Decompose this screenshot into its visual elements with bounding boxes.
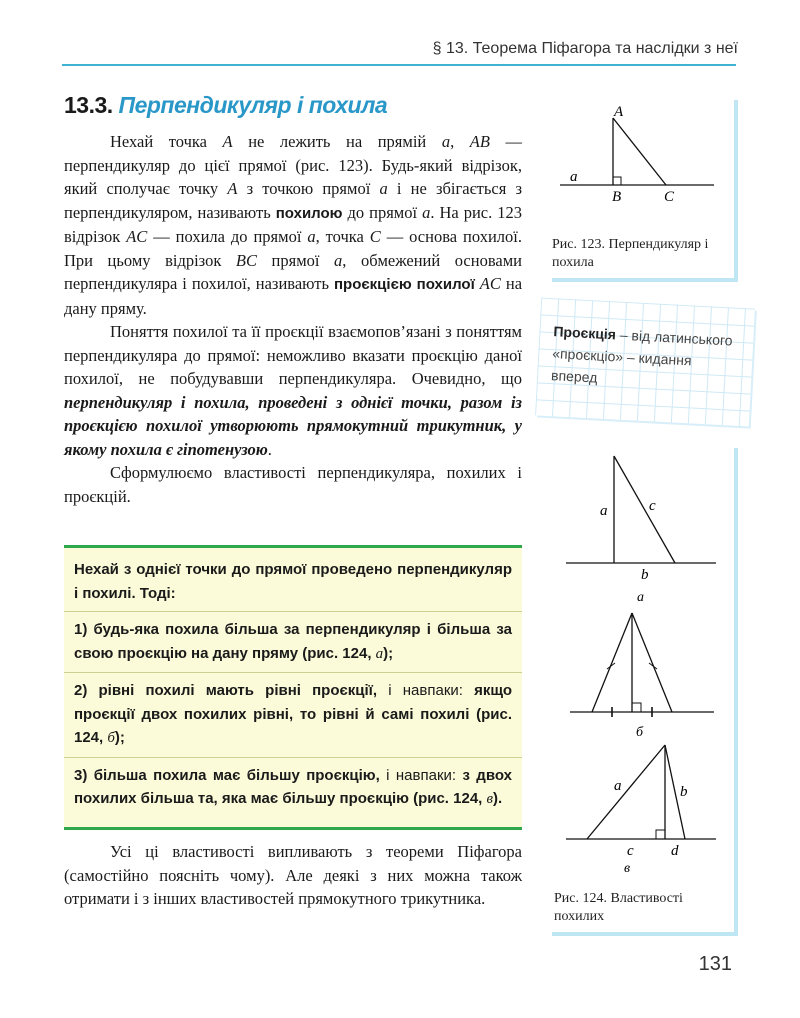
- var: A: [227, 179, 238, 198]
- text: і не збігається з перпендикуляром, називають: [64, 179, 522, 222]
- text: з точкою прямої: [237, 179, 380, 198]
- paragraph-1: [64, 130, 522, 320]
- fig124c-label-a: a: [614, 778, 622, 794]
- text: Поняття похилої та її проєкції взаємопов’язані з поняттям перпендикуляра до прямої: неможливо вказати проєкцію даної похилої, не побудувавши перпендикуляра. Очевидно, що: [64, 322, 522, 388]
- label-A: A: [614, 104, 624, 120]
- paragraph-2: [64, 320, 522, 461]
- text: , обмежений основами перпендикуляра і похилої, називають: [64, 250, 522, 293]
- fig-ref: в: [486, 791, 494, 807]
- fig-ref: б: [107, 730, 115, 746]
- emphasis-statement: перпендикуляр і похила, проведені з однієї точки, разом із проєкцією похилої утворюють прямокутний трикутник, у якому похила є гіпотенузою: [64, 392, 522, 459]
- figure-124-caption: Рис. 124. Властивості похилих: [554, 891, 683, 924]
- var: AB: [469, 132, 490, 151]
- paragraph-3: Сформулюємо властивості перпендикуляра, похилих і проєкцій.: [64, 463, 522, 506]
- term-pokhyla: похилою: [275, 204, 343, 222]
- var: A: [222, 132, 233, 151]
- fig124-label-v: в: [624, 861, 631, 876]
- text: 2) рівні похилі мають рівні проєкції,: [74, 682, 378, 699]
- fig124b-slant-left: [592, 613, 632, 712]
- text: 3) більша похила має більшу проєкцію,: [74, 766, 380, 784]
- text: );: [383, 644, 394, 662]
- text: — основа похилої. При цьому відрізок: [64, 227, 522, 270]
- text: якщо проєкції двох похилих рівні, то рівні й самі похилі (рис. 124,: [74, 682, 512, 746]
- text: 1) будь-яка похила більша за перпендикуляр і більша за свою проєкцію на дану пряму (рис. 124,: [74, 621, 512, 662]
- theorem-intro: Нехай з однієї точки до прямої проведено перпендикуляр і похилі. Тоді:: [74, 561, 512, 602]
- text: і навпаки:: [377, 682, 475, 699]
- slant-AC: [613, 118, 666, 185]
- text: , точка: [315, 227, 370, 246]
- text: ,: [450, 132, 470, 151]
- note-term: Проєкція: [553, 323, 617, 343]
- main-text-bottom: [64, 840, 522, 911]
- fig124c-label-d: d: [671, 843, 679, 859]
- text: — перпендикуляр до цієї прямої (рис. 123). Будь-який відрізок, який сполучає точку: [64, 132, 523, 198]
- note-body: – від латинського «проєкціо» – кидання вперед: [550, 326, 733, 386]
- fig124a-label-a: a: [600, 503, 608, 519]
- divider: [64, 757, 522, 758]
- fig124c-label-c: c: [627, 843, 634, 859]
- paragraph-4: Усі ці властивості випливають з теореми Піфагора (самостійно поясніть чому). Але деякі з них можна також отримати і з інших властивостей прямокутного трикутника.: [64, 842, 522, 908]
- text: . На рис. 123 відрізок: [64, 202, 522, 246]
- etymology-note: [535, 297, 755, 426]
- figure-123-caption: Рис. 123. Перпендикуляр і похила: [552, 237, 709, 270]
- var: a: [422, 202, 431, 222]
- figure-124-drawing: [552, 448, 734, 878]
- theorem-item-3: [74, 764, 512, 812]
- right-angle-mark: [613, 177, 621, 185]
- var: a: [379, 179, 388, 198]
- divider: [64, 672, 522, 673]
- var: C: [369, 227, 381, 246]
- section-number: 13.3.: [64, 92, 113, 118]
- fig-ref: а: [375, 645, 384, 662]
- fig124b-right-angle: [632, 703, 641, 712]
- text: на дану пряму.: [64, 274, 523, 318]
- theorem-item-2: [74, 679, 512, 751]
- main-text-top: [64, 130, 522, 508]
- text: не лежить на прямій: [232, 132, 442, 151]
- section-title: [64, 92, 387, 119]
- text: прямої: [257, 250, 335, 270]
- fig124c-label-b: b: [680, 784, 688, 800]
- text: з двох похилих більша та, яка має більшу проєкцію (рис. 124,: [74, 766, 512, 807]
- figure-123: [552, 100, 738, 282]
- text: );: [114, 729, 125, 746]
- label-B: B: [612, 189, 622, 205]
- theorem-box: [64, 545, 522, 830]
- divider: [64, 611, 522, 612]
- var: AC: [479, 274, 501, 293]
- text: — похила до прямої: [147, 227, 308, 246]
- figure-124: [552, 448, 738, 936]
- label-C: C: [664, 189, 675, 205]
- page-number: 131: [698, 953, 732, 975]
- var: a: [307, 227, 316, 246]
- section-name: Перпендикуляр і похила: [118, 92, 388, 118]
- text: .: [267, 439, 272, 459]
- theorem-item-1: [74, 618, 512, 666]
- fig124-label-a: а: [637, 590, 644, 605]
- fig124a-label-b: b: [641, 567, 649, 583]
- text: до прямої: [342, 202, 423, 222]
- var: a: [334, 250, 343, 270]
- var: a: [441, 132, 451, 151]
- text: і навпаки:: [379, 766, 463, 784]
- header-rule: [62, 64, 736, 66]
- fig124a-label-c: c: [649, 498, 656, 514]
- fig124a-slant: [614, 456, 675, 563]
- figure-123-drawing: [552, 100, 734, 230]
- running-header: § 13. Теорема Піфагора та наслідки з неї: [432, 40, 738, 57]
- fig124c-right-angle: [656, 830, 665, 839]
- term-proektsiia: проєкцією похилої: [334, 276, 475, 293]
- fig124-label-b: б: [636, 725, 644, 740]
- fig124b-slant-right: [632, 613, 672, 712]
- text: Нехай точка: [110, 132, 223, 151]
- var: AC: [126, 227, 148, 246]
- var: BC: [235, 250, 257, 270]
- fig124c-slant-a: [587, 745, 665, 839]
- text: ).: [493, 790, 503, 807]
- label-a: a: [570, 169, 578, 185]
- note-text: [551, 320, 739, 396]
